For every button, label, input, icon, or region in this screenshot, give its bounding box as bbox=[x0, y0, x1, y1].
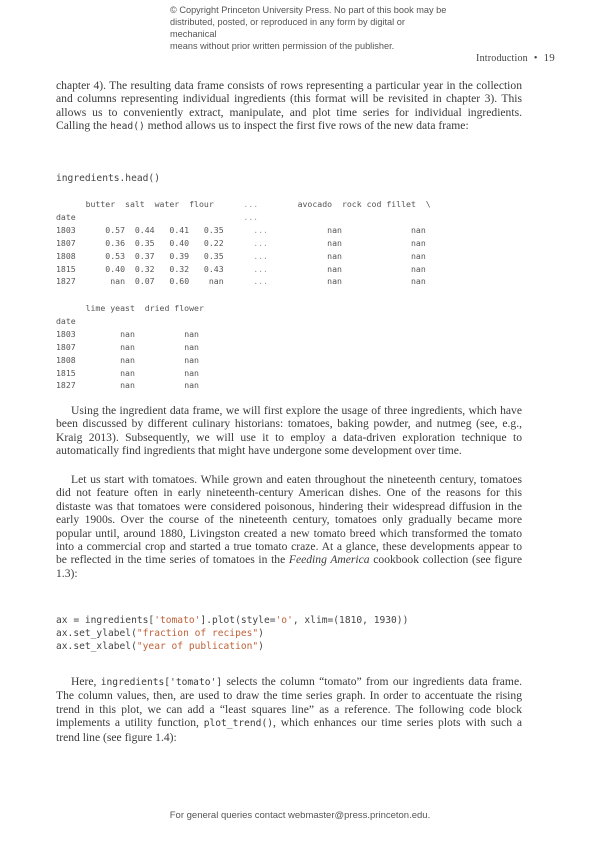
copyright-line: distributed, posted, or reproduced in any form by digital or mechanical bbox=[170, 17, 405, 39]
df-row: 1827 nan 0.07 0.60 nan ... nan nan bbox=[56, 276, 426, 287]
page-number: 19 bbox=[543, 52, 555, 64]
df-row: 1815 0.40 0.32 0.32 0.43 ... nan nan bbox=[56, 263, 426, 274]
code-line: ax.set_xlabel("year of publication") bbox=[56, 641, 264, 652]
italic-title: Feeding America bbox=[288, 553, 370, 567]
paragraph-trend-line: Here, ingredients['tomato'] selects the column “tomato” from our ingredients data frame. The column values, then, are used to draw the time series graph. In order to accentuate the rising trend in this plot, we can add a “least squares line” as a reference. The following code block implements a utility function, plot_trend(), which enhances our time series plots with such a trend line (see figure 1.4): bbox=[56, 675, 522, 744]
running-head bbox=[476, 52, 555, 64]
copyright-line: means without prior written permission of the publisher. bbox=[170, 41, 395, 51]
inline-code-head: head() bbox=[110, 121, 145, 133]
paragraph-intro: chapter 4). The resulting data frame consists of rows representing a particular year in the collection and columns representing individual ingredients (this format will be revisited in chapter 3). This allows us to conveniently extract, manipulate, and plot time series for individual ingredients. Calling the head() method allows us to inspect the first five rows of the new data frame: bbox=[56, 79, 522, 133]
dataframe-output-1: butter salt water flour ... avocado rock cod fillet \ date ... 1803 0.57 0.44 0.41 0.35 ... nan nan 1807 0.36 0.35 0.40 0.22 ... nan nan 1808 0.53 0.37 0.39 0.35 ... nan nan 1815 0.40 0.32 0.32 0.43 ... nan nan 1827 nan 0.07 0.60 nan ... nan nan bbox=[56, 199, 431, 287]
paragraph-tomatoes: Let us start with tomatoes. While grown and eaten throughout the nineteenth century, tomatoes did not feature often in early nineteenth-century American dishes. One of the reasons for this distaste was that tomatoes were considered poisonous, hindering their widespread diffusion in the early 1900s. Over the course of the nineteenth century, tomatoes only gradually became more popular until, around 1880, Livingston created a new tomato breed which transformed the tomato into a commercial crop and started a true tomato craze. At a glance, these developments appear to be reflected in the time series of tomatoes in the Feeding America cookbook collection (see figure 1.3): bbox=[56, 473, 522, 580]
df-row: 1807 nan nan bbox=[56, 341, 199, 352]
bullet-separator: • bbox=[533, 53, 538, 64]
df-row: 1803 0.57 0.44 0.41 0.35 ... nan nan bbox=[56, 224, 426, 235]
inline-code-column: ingredients['tomato'] bbox=[100, 677, 223, 688]
footer-contact: For general queries contact webmaster@press.princeton.edu. bbox=[169, 810, 431, 821]
df-row: 1815 nan nan bbox=[56, 367, 199, 378]
paragraph-ingredients-overview: Using the ingredient data frame, we will first explore the usage of three ingredients, which have been discussed by different culinary historians: tomatoes, baking powder, and nutmeg (see, e.g., Kraig 2013). Subsequently, we will use it to employ a data-driven exploration technique to automatically find ingredients that might have undergone some development over time. bbox=[56, 404, 522, 458]
df-row: 1807 0.36 0.35 0.40 0.22 ... nan nan bbox=[56, 237, 426, 248]
code-line: ax = ingredients['tomato'].plot(style='o', xlim=(1810, 1930)) bbox=[56, 615, 409, 626]
code-block-head: ingredients.head() bbox=[56, 173, 160, 184]
code-line: ax.set_ylabel("fraction of recipes") bbox=[56, 628, 264, 639]
code-block-tomato-plot bbox=[56, 614, 408, 653]
df-row: 1808 0.53 0.37 0.39 0.35 ... nan nan bbox=[56, 250, 426, 261]
copyright-notice bbox=[170, 4, 450, 52]
dataframe-output-2: lime yeast dried flower date 1803 nan nan 1807 nan nan 1808 nan nan 1815 nan nan 1827 nan nan bbox=[56, 303, 204, 391]
section-title: Introduction bbox=[476, 53, 528, 64]
copyright-line: © Copyright Princeton University Press. No part of this book may be bbox=[170, 5, 447, 15]
df-row: 1808 nan nan bbox=[56, 354, 199, 365]
df-header-row: lime yeast dried flower bbox=[85, 303, 204, 313]
df-header-row: butter salt water flour ... avocado rock cod fillet \ bbox=[85, 199, 431, 209]
inline-code-plot-trend: plot_trend() bbox=[203, 718, 274, 730]
df-row: 1803 nan nan bbox=[56, 328, 199, 339]
df-row: 1827 nan nan bbox=[56, 380, 199, 391]
